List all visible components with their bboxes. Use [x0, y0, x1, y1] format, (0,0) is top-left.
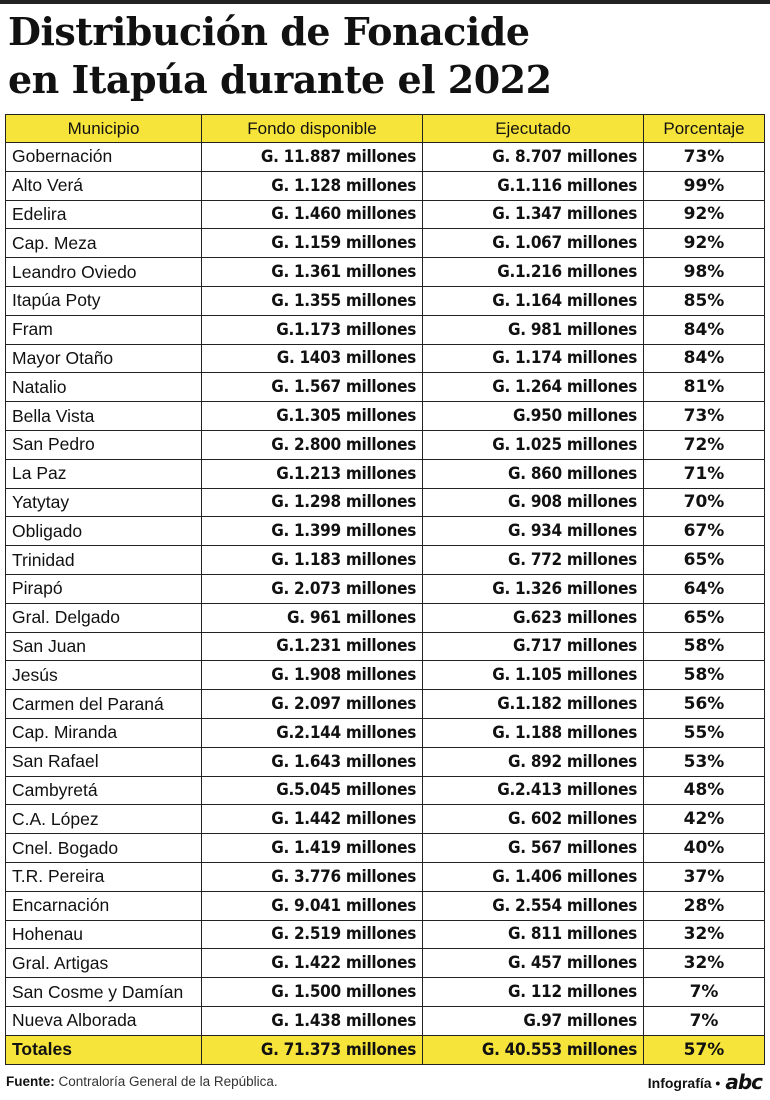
- cell-ejecutado: G.97 millones: [423, 1006, 644, 1035]
- table-row: [6, 315, 765, 344]
- cell-porcentaje: 73%: [644, 143, 765, 172]
- header-porcentaje: Porcentaje: [644, 115, 765, 143]
- table-row: [6, 373, 765, 402]
- cell-porcentaje: 53%: [644, 747, 765, 776]
- cell-municipio: Encarnación: [6, 891, 202, 920]
- cell-fondo: G. 1.442 millones: [202, 805, 423, 834]
- table-row: [6, 718, 765, 747]
- cell-porcentaje: 84%: [644, 344, 765, 373]
- cell-municipio: Obligado: [6, 517, 202, 546]
- cell-porcentaje: 85%: [644, 286, 765, 315]
- table-row: [6, 690, 765, 719]
- cell-ejecutado: G.1.182 millones: [423, 690, 644, 719]
- cell-porcentaje: 40%: [644, 834, 765, 863]
- cell-porcentaje: 58%: [644, 661, 765, 690]
- cell-porcentaje: 92%: [644, 229, 765, 258]
- source-note: [6, 1074, 278, 1089]
- header-ejecutado: Ejecutado: [423, 115, 644, 143]
- cell-fondo: G.1.173 millones: [202, 315, 423, 344]
- credit: [648, 1071, 762, 1095]
- cell-fondo: G. 1.460 millones: [202, 200, 423, 229]
- table-row: [6, 1006, 765, 1035]
- cell-fondo: G.1.231 millones: [202, 632, 423, 661]
- cell-porcentaje: 67%: [644, 517, 765, 546]
- cell-ejecutado: G.623 millones: [423, 603, 644, 632]
- cell-municipio: Itapúa Poty: [6, 286, 202, 315]
- cell-fondo: G. 1.422 millones: [202, 949, 423, 978]
- cell-municipio: Carmen del Paraná: [6, 690, 202, 719]
- cell-porcentaje: 48%: [644, 776, 765, 805]
- table-row: [6, 632, 765, 661]
- cell-ejecutado: G. 860 millones: [423, 459, 644, 488]
- table-row: [6, 949, 765, 978]
- cell-porcentaje: 65%: [644, 603, 765, 632]
- cell-fondo: G. 961 millones: [202, 603, 423, 632]
- cell-fondo: G. 1.361 millones: [202, 258, 423, 287]
- totals-fondo: G. 71.373 millones: [202, 1035, 423, 1064]
- cell-fondo: G. 1.567 millones: [202, 373, 423, 402]
- cell-fondo: G. 1.183 millones: [202, 546, 423, 575]
- cell-ejecutado: G. 934 millones: [423, 517, 644, 546]
- totals-porcentaje: 57%: [644, 1035, 765, 1064]
- cell-fondo: G. 1.298 millones: [202, 488, 423, 517]
- cell-fondo: G. 2.800 millones: [202, 430, 423, 459]
- table-row: [6, 286, 765, 315]
- cell-municipio: Gral. Artigas: [6, 949, 202, 978]
- totals-label: Totales: [6, 1035, 202, 1064]
- cell-ejecutado: G. 892 millones: [423, 747, 644, 776]
- fonacide-table: [5, 114, 765, 1065]
- table-body: [6, 143, 765, 1036]
- cell-ejecutado: G. 1.067 millones: [423, 229, 644, 258]
- cell-municipio: Cnel. Bogado: [6, 834, 202, 863]
- table-row: [6, 229, 765, 258]
- cell-fondo: G. 1.438 millones: [202, 1006, 423, 1035]
- cell-municipio: Cambyretá: [6, 776, 202, 805]
- source-text: Contraloría General de la República.: [58, 1074, 278, 1089]
- table-row: [6, 517, 765, 546]
- cell-ejecutado: G. 1.174 millones: [423, 344, 644, 373]
- cell-fondo: G. 9.041 millones: [202, 891, 423, 920]
- cell-municipio: Hohenau: [6, 920, 202, 949]
- table-row: [6, 747, 765, 776]
- cell-porcentaje: 7%: [644, 978, 765, 1007]
- cell-porcentaje: 56%: [644, 690, 765, 719]
- header-fondo: Fondo disponible: [202, 115, 423, 143]
- cell-municipio: Cap. Meza: [6, 229, 202, 258]
- cell-fondo: G. 1.399 millones: [202, 517, 423, 546]
- table-row: [6, 430, 765, 459]
- table-row: [6, 574, 765, 603]
- cell-municipio: San Juan: [6, 632, 202, 661]
- cell-ejecutado: G. 8.707 millones: [423, 143, 644, 172]
- totals-ejecutado: G. 40.553 millones: [423, 1035, 644, 1064]
- cell-municipio: C.A. López: [6, 805, 202, 834]
- cell-ejecutado: G. 1.105 millones: [423, 661, 644, 690]
- cell-fondo: G. 3.776 millones: [202, 862, 423, 891]
- cell-ejecutado: G. 981 millones: [423, 315, 644, 344]
- cell-porcentaje: 71%: [644, 459, 765, 488]
- cell-ejecutado: G.950 millones: [423, 402, 644, 431]
- cell-ejecutado: G. 1.326 millones: [423, 574, 644, 603]
- cell-porcentaje: 42%: [644, 805, 765, 834]
- cell-municipio: Nueva Alborada: [6, 1006, 202, 1035]
- cell-municipio: Gobernación: [6, 143, 202, 172]
- cell-municipio: Alto Verá: [6, 171, 202, 200]
- cell-municipio: T.R. Pereira: [6, 862, 202, 891]
- cell-porcentaje: 37%: [644, 862, 765, 891]
- cell-fondo: G. 1.419 millones: [202, 834, 423, 863]
- cell-porcentaje: 58%: [644, 632, 765, 661]
- cell-fondo: G.5.045 millones: [202, 776, 423, 805]
- credit-text: Infografía •: [647, 1075, 721, 1091]
- cell-porcentaje: 7%: [644, 1006, 765, 1035]
- cell-porcentaje: 81%: [644, 373, 765, 402]
- cell-municipio: Jesús: [6, 661, 202, 690]
- cell-municipio: La Paz: [6, 459, 202, 488]
- cell-ejecutado: G. 1.164 millones: [423, 286, 644, 315]
- cell-porcentaje: 73%: [644, 402, 765, 431]
- table-row: [6, 171, 765, 200]
- cell-municipio: Gral. Delgado: [6, 603, 202, 632]
- cell-porcentaje: 72%: [644, 430, 765, 459]
- cell-porcentaje: 32%: [644, 949, 765, 978]
- cell-ejecutado: G.1.116 millones: [423, 171, 644, 200]
- cell-municipio: Edelira: [6, 200, 202, 229]
- cell-fondo: G. 1.128 millones: [202, 171, 423, 200]
- cell-ejecutado: G. 1.406 millones: [423, 862, 644, 891]
- cell-fondo: G. 1.643 millones: [202, 747, 423, 776]
- cell-porcentaje: 70%: [644, 488, 765, 517]
- table-row: [6, 488, 765, 517]
- cell-porcentaje: 98%: [644, 258, 765, 287]
- abc-logo: abc: [725, 1070, 762, 1094]
- table-header-row: [6, 115, 765, 143]
- top-rule: [0, 0, 770, 4]
- table-row: [6, 862, 765, 891]
- cell-porcentaje: 84%: [644, 315, 765, 344]
- cell-ejecutado: G.717 millones: [423, 632, 644, 661]
- table-row: [6, 978, 765, 1007]
- cell-fondo: G.1.213 millones: [202, 459, 423, 488]
- table-row: [6, 459, 765, 488]
- table-row: [6, 776, 765, 805]
- page-title: [8, 8, 763, 104]
- cell-ejecutado: G. 772 millones: [423, 546, 644, 575]
- cell-fondo: G. 1403 millones: [202, 344, 423, 373]
- title-line-2: en Itapúa durante el 2022: [8, 57, 552, 102]
- cell-porcentaje: 32%: [644, 920, 765, 949]
- cell-municipio: Yatytay: [6, 488, 202, 517]
- cell-ejecutado: G. 908 millones: [423, 488, 644, 517]
- totals-row: [6, 1035, 765, 1064]
- table-row: [6, 603, 765, 632]
- cell-municipio: San Rafael: [6, 747, 202, 776]
- cell-fondo: G.1.305 millones: [202, 402, 423, 431]
- cell-municipio: San Pedro: [6, 430, 202, 459]
- cell-municipio: Cap. Miranda: [6, 718, 202, 747]
- cell-fondo: G. 2.073 millones: [202, 574, 423, 603]
- cell-fondo: G. 2.097 millones: [202, 690, 423, 719]
- cell-fondo: G. 2.519 millones: [202, 920, 423, 949]
- table-row: [6, 344, 765, 373]
- table-row: [6, 143, 765, 172]
- cell-municipio: Trinidad: [6, 546, 202, 575]
- cell-ejecutado: G. 1.188 millones: [423, 718, 644, 747]
- cell-fondo: G. 1.908 millones: [202, 661, 423, 690]
- cell-ejecutado: G. 112 millones: [423, 978, 644, 1007]
- cell-porcentaje: 99%: [644, 171, 765, 200]
- cell-fondo: G. 11.887 millones: [202, 143, 423, 172]
- cell-porcentaje: 64%: [644, 574, 765, 603]
- table-row: [6, 402, 765, 431]
- cell-ejecutado: G. 567 millones: [423, 834, 644, 863]
- cell-municipio: Fram: [6, 315, 202, 344]
- table-row: [6, 920, 765, 949]
- cell-porcentaje: 55%: [644, 718, 765, 747]
- cell-municipio: Mayor Otaño: [6, 344, 202, 373]
- cell-ejecutado: G.2.413 millones: [423, 776, 644, 805]
- cell-ejecutado: G. 602 millones: [423, 805, 644, 834]
- cell-ejecutado: G. 457 millones: [423, 949, 644, 978]
- cell-municipio: Bella Vista: [6, 402, 202, 431]
- cell-ejecutado: G.1.216 millones: [423, 258, 644, 287]
- table-row: [6, 258, 765, 287]
- cell-porcentaje: 28%: [644, 891, 765, 920]
- table-row: [6, 891, 765, 920]
- cell-fondo: G. 1.500 millones: [202, 978, 423, 1007]
- cell-porcentaje: 65%: [644, 546, 765, 575]
- cell-ejecutado: G. 1.264 millones: [423, 373, 644, 402]
- cell-municipio: Leandro Oviedo: [6, 258, 202, 287]
- cell-municipio: Natalio: [6, 373, 202, 402]
- cell-fondo: G.2.144 millones: [202, 718, 423, 747]
- table-row: [6, 805, 765, 834]
- cell-porcentaje: 92%: [644, 200, 765, 229]
- source-label: Fuente:: [6, 1074, 55, 1089]
- header-municipio: Municipio: [6, 115, 202, 143]
- title-line-1: Distribución de Fonacide: [8, 9, 530, 54]
- cell-ejecutado: G. 2.554 millones: [423, 891, 644, 920]
- cell-ejecutado: G. 811 millones: [423, 920, 644, 949]
- cell-municipio: San Cosme y Damían: [6, 978, 202, 1007]
- table-row: [6, 834, 765, 863]
- table-row: [6, 661, 765, 690]
- cell-ejecutado: G. 1.347 millones: [423, 200, 644, 229]
- cell-fondo: G. 1.159 millones: [202, 229, 423, 258]
- table-row: [6, 546, 765, 575]
- table-row: [6, 200, 765, 229]
- cell-municipio: Pirapó: [6, 574, 202, 603]
- cell-fondo: G. 1.355 millones: [202, 286, 423, 315]
- cell-ejecutado: G. 1.025 millones: [423, 430, 644, 459]
